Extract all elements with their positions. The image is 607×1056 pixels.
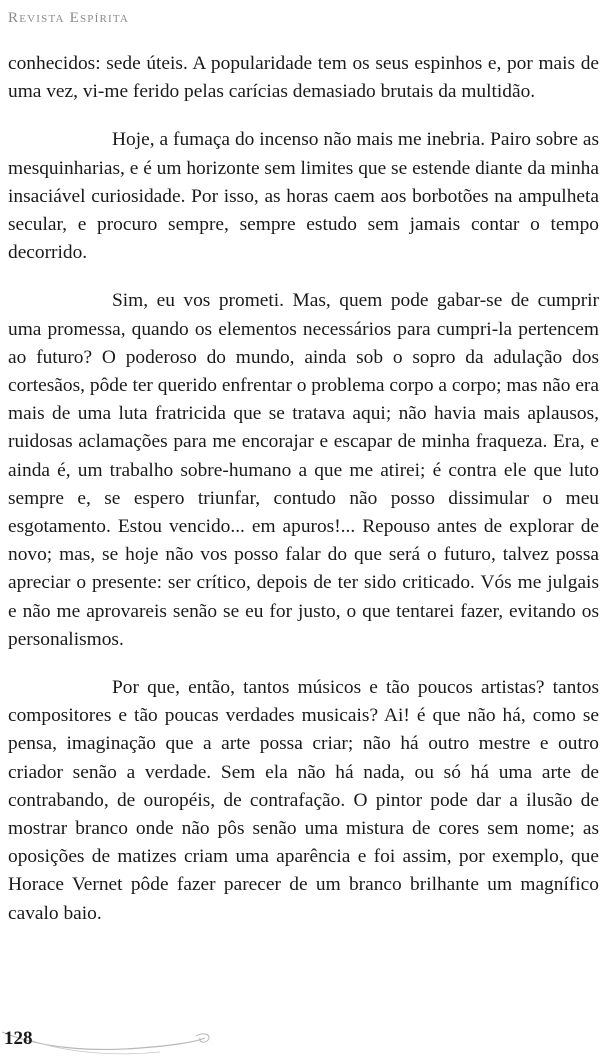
paragraph-4: Por que, então, tantos músicos e tão poucos artistas? tantos compositores e tão poucas verdades musicais? Ai! é que não há, como se pensa, imaginação que a arte possa criar; não há outro mestre e outro criador senão a verdade. Sem ela não há nada, ou só há uma arte de contrabando, de ouropéis, de contrafação. O pintor pode dar a ilusão de mostrar branco onde não pôs senão uma mistura de cores sem nome; as oposições de matizes criam uma aparência e foi assim, por exemplo, que Horace Vernet pôde fazer parecer de um branco brilhante um magnífico cavalo baio.	[8, 677, 599, 924]
page-number: 128	[4, 1028, 33, 1049]
page-body	[8, 50, 599, 948]
paragraph-3: Sim, eu vos prometi. Mas, quem pode gabar-se de cumprir uma promessa, quando os elementos necessários para cumpri-la pertencem ao futuro? O poderoso do mundo, ainda sob o sopro da adulação dos cortesãos, pôde ter querido enfrentar o problema corpo a corpo; mas não era mais de uma luta fratricida que se tratava aqui; não havia mais aplausos, ruidosas aclamações para me encorajar e escapar de minha fraqueza. Era, e ainda é, um trabalho sobre-humano a que me atirei; é contra ele que luto sempre e, se espero triunfar, contudo não posso dissimular o meu esgotamento. Estou vencido... em apuros!... Repouso antes de explorar de novo; mas, se hoje não vos posso falar do que será o futuro, talvez possa apreciar o presente: ser crítico, depois de ter sido criticado. Vós me julgais e não me aprovareis senão se eu for justo, o que tentarei fazer, evitando os personalismos.	[8, 290, 599, 650]
paragraph-2: Hoje, a fumaça do incenso não mais me inebria. Pairo sobre as mesquinharias, e é um horizonte sem limites que se estende diante da minha insaciável curiosidade. Por isso, as horas caem aos borbotões na ampulheta secular, e procuro sempre, sempre estudo sem jamais contar o tempo decorrido.	[8, 129, 599, 264]
running-head-title: Revista Espírita	[8, 10, 130, 26]
paragraph-1: conhecidos: sede úteis. A popularidade tem os seus espinhos e, por mais de uma vez, vi-me ferido pelas carícias demasiado brutais da multidão.	[8, 53, 599, 103]
footer-flourish-ornament	[0, 1026, 220, 1056]
